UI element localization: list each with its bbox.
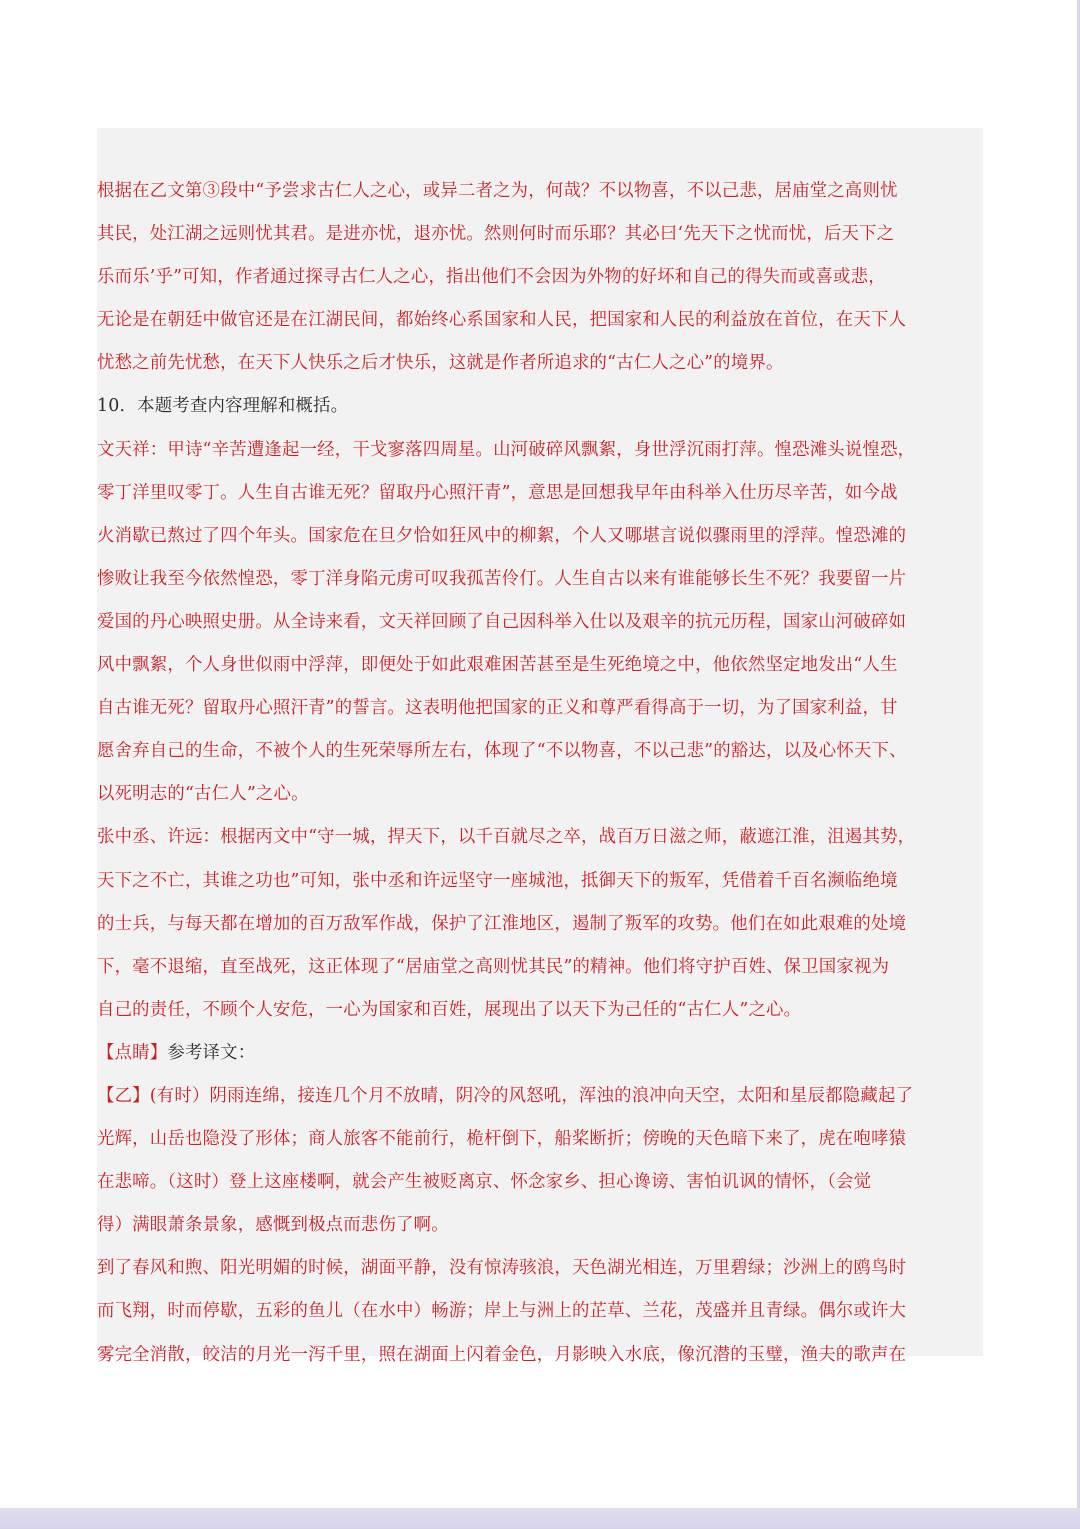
text-line: 以死明志的“古仁人”之心。 <box>97 784 309 805</box>
text-line: 乐而乐’乎”可知，作者通过探寻古仁人之心，指出他们不会因为外物的好坏和自己的得失而或喜或悲， <box>97 267 886 288</box>
text-line: 惨败让我至今依然惶恐，零丁洋身陷元虏可叹我孤苦伶仃。人生自古以来有谁能够长生不死？我要留一片 <box>97 568 907 589</box>
text-line: 自己的责任，不顾个人安危，一心为国家和百姓，展现出了以天下为己任的“古仁人”之心。 <box>97 999 802 1020</box>
text-line: 根据在乙文第③段中“予尝求古仁人之心，或异二者之为，何哉？不以物喜，不以己悲，居庙堂之高则忧 <box>97 181 898 201</box>
text-line: 在悲啼。（这时）登上这座楼啊，就会产生被贬离京、怀念家乡、担心谗谤、害怕讥讽的情怀，（会觉 <box>97 1172 872 1193</box>
text-line: 无论是在朝廷中做官还是在江湖民间，都始终心系国家和人民，把国家和人民的利益放在首位，在天下人 <box>97 310 907 331</box>
text-line: 的士兵，与每天都在增加的百万敌军作战，保护了江淮地区，遏制了叛军的攻势。他们在如此艰难的处境 <box>97 913 907 934</box>
text-line: 【乙】(有时）阴雨连绵，接连几个月不放晴，阴冷的风怒吼，浑浊的浪冲向天空，太阳和星辰都隐藏起了 <box>97 1085 914 1106</box>
text-line: 忧愁之前先忧愁，在天下人快乐之后才快乐，这就是作者所追求的“古仁人之心”的境界。 <box>97 353 784 374</box>
text-line: 雾完全消散，皎洁的月光一泻千里，照在湖面上闪着金色，月影映入水底，像沉潜的玉璧，渔夫的歌声在 <box>97 1344 907 1365</box>
text-line: 风中飘絮，个人身世似雨中浮萍，即便处于如此艰难困苦甚至是生死绝境之中，他依然坚定地发出“人生 <box>97 655 898 676</box>
text-line: 其民，处江湖之远则忧其君。是进亦忧，退亦忧。然则何时而乐耶？其必曰‘先天下之忧而忧，后天下之 <box>97 224 895 245</box>
dianjing-label: 【点睛】 <box>97 1042 168 1063</box>
question-heading: 10．本题考查内容理解和概括。 <box>97 396 349 417</box>
text-line: 自古谁无死？留取丹心照汗青”的誓言。这表明他把国家的正义和尊严看得高于一切，为了国家利益，甘 <box>97 698 898 719</box>
text-line: 爱国的丹心映照史册。从全诗来看，文天祥回顾了自己因科举入仕以及艰辛的抗元历程，国家山河破碎如 <box>97 611 907 632</box>
text-line: 天下之不亡，其谁之功也”可知，张中丞和许远坚守一座城池，抵御天下的叛军，凭借着千百名濒临绝境 <box>97 870 898 891</box>
text-line: 文天祥：甲诗“辛苦遭逢起一经，干戈寥落四周星。山河破碎风飘絮，身世浮沉雨打萍。惶恐滩头说惶恐， <box>97 439 916 460</box>
dianjing-heading <box>97 1032 983 1075</box>
text-line: 张中丞、许远：根据丙文中“守一城，捍天下，以千百就尽之卒，战百万日滋之师，蔽遮江淮，沮遏其势， <box>97 827 916 848</box>
text-line: 光辉，山岳也隐没了形体；商人旅客不能前行，桅杆倒下，船桨断折；傍晚的天色暗下来了，虎在咆哮猿 <box>97 1129 907 1150</box>
text-line: 而飞翔，时而停歇，五彩的鱼儿（在水中）畅游；岸上与洲上的芷草、兰花，茂盛并且青绿。偶尔或许大 <box>97 1301 907 1322</box>
text-line: 到了春风和煦、阳光明媚的时候，湖面平静，没有惊涛骇浪，天色湖光相连，万里碧绿；沙洲上的鸥鸟时 <box>97 1258 907 1279</box>
text-line: 愿舍弃自己的生命，不被个人的生死荣辱所左右，体现了“不以物喜，不以己悲”的豁达，以及心怀天下、 <box>97 741 907 762</box>
answer-text-block <box>97 128 983 1365</box>
viewer-bottom-edge <box>0 1508 1080 1529</box>
text-line: 下，毫不退缩，直至战死，这正体现了“居庙堂之高则忧其民”的精神。他们将守护百姓、保卫国家视为 <box>97 956 890 977</box>
translation-label: 参考译文： <box>167 1042 256 1063</box>
text-line: 零丁洋里叹零丁。人生自古谁无死？留取丹心照汗青”，意思是回想我早年由科举入仕历尽辛苦，如今战 <box>97 482 898 503</box>
text-line: 得）满眼萧条景象，感慨到极点而悲伤了啊。 <box>97 1215 449 1236</box>
text-line: 火消歇已熬过了四个年头。国家危在旦夕恰如狂风中的柳絮，个人又哪堪言说似骤雨里的浮萍。惶恐滩的 <box>97 525 907 546</box>
